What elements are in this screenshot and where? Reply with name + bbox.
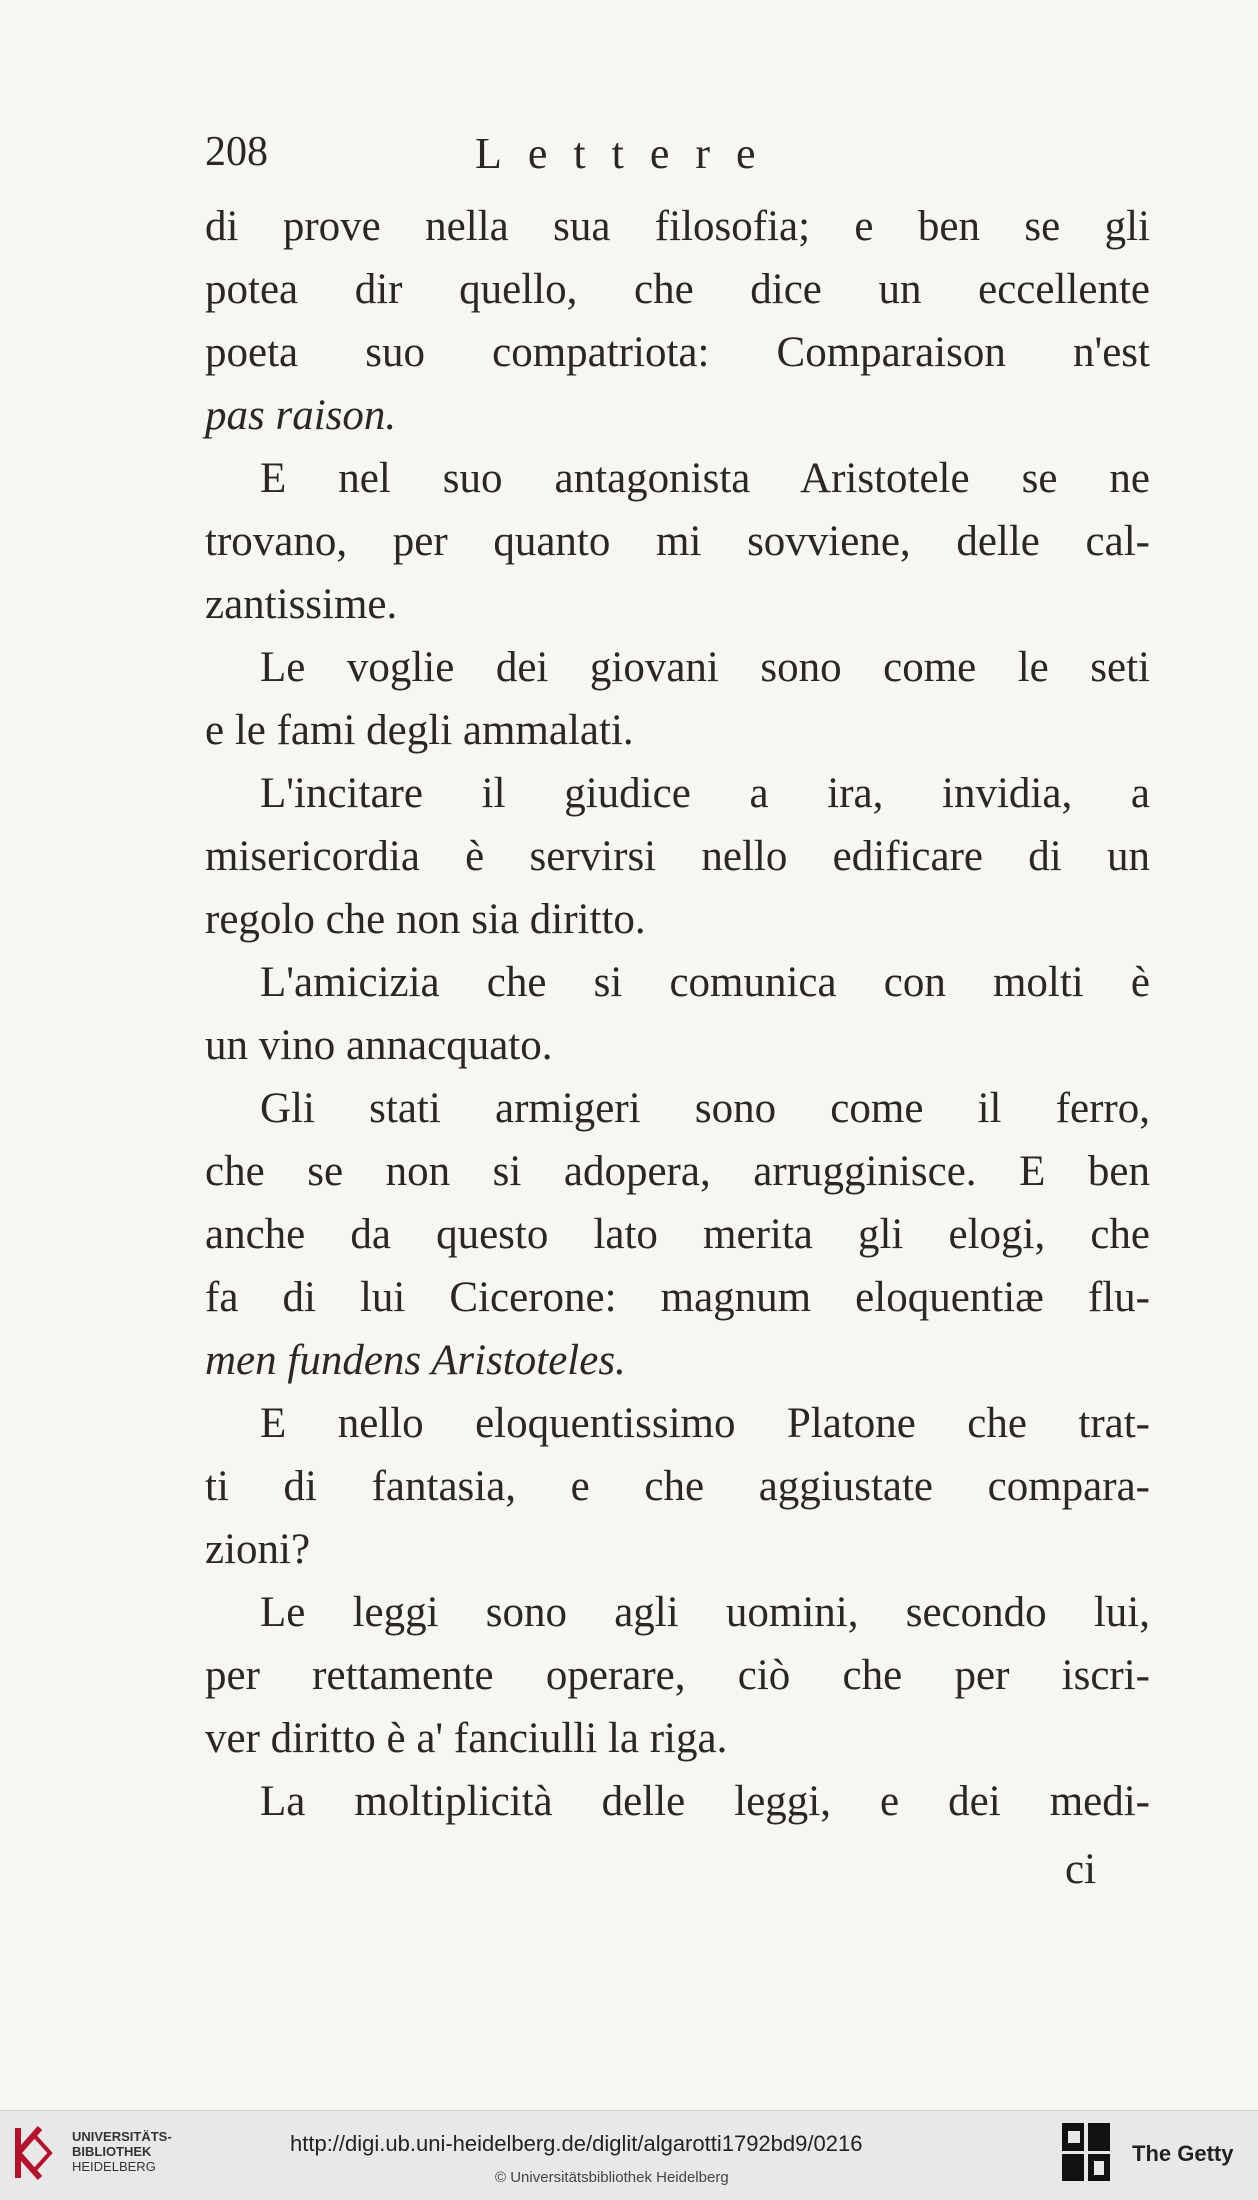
text-line: La moltiplicità delle leggi, e dei medi- — [260, 1778, 1150, 1825]
library-name: UNIVERSITÄTS- BIBLIOTHEK HEIDELBERG — [72, 2129, 172, 2174]
text-line: potea dir quello, che dice un eccellente — [205, 266, 1150, 313]
text-line: fa di lui Cicerone: magnum eloquentiæ flu- — [205, 1274, 1150, 1321]
text-line: e le fami degli ammalati. — [205, 707, 634, 754]
text-line: pas raison. — [205, 392, 397, 439]
text-line: che se non si adopera, arrugginisce. E ben — [205, 1148, 1150, 1195]
text-line: L'incitare il giudice a ira, invidia, a — [260, 770, 1150, 817]
catchword: ci — [1065, 1846, 1097, 1893]
text-line: Le voglie dei giovani sono come le seti — [260, 644, 1150, 691]
partner-name: The Getty — [1132, 2141, 1234, 2166]
text-line: men fundens Aristoteles. — [205, 1337, 626, 1384]
text-line: poeta suo compatriota: Comparaison n'est — [205, 329, 1150, 376]
text-line: regolo che non sia diritto. — [205, 896, 646, 943]
text-line: misericordia è servirsi nello edificare di un — [205, 833, 1150, 880]
text-line: E nel suo antagonista Aristotele se ne — [260, 455, 1150, 502]
copyright-notice: © Universitätsbibliothek Heidelberg — [495, 2169, 729, 2186]
text-line: di prove nella sua filosofia; e ben se gli — [205, 203, 1150, 250]
page-number: 208 — [205, 129, 268, 175]
text-line: un vino annacquato. — [205, 1022, 553, 1069]
viewer-footer — [0, 2110, 1258, 2200]
page-header — [205, 128, 1165, 188]
running-title: Lettere — [475, 129, 782, 178]
text-line: per rettamente operare, ciò che per iscri- — [205, 1652, 1150, 1699]
text-line: zioni? — [205, 1526, 311, 1573]
body-text — [205, 195, 1150, 1833]
permalink[interactable]: http://digi.ub.uni-heidelberg.de/diglit/algarotti1792bd9/0216 — [290, 2131, 863, 2156]
text-line: E nello eloquentissimo Platone che trat- — [260, 1400, 1150, 1447]
text-line: Le leggi sono agli uomini, secondo lui, — [260, 1589, 1150, 1636]
text-line: ver diritto è a' fanciulli la riga. — [205, 1715, 728, 1762]
getty-logo-icon — [1060, 2121, 1112, 2183]
text-line: Gli stati armigeri sono come il ferro, — [260, 1085, 1150, 1132]
university-library-logo-icon — [10, 2123, 60, 2183]
text-line: L'amicizia che si comunica con molti è — [260, 959, 1150, 1006]
text-line: trovano, per quanto mi sovviene, delle cal- — [205, 518, 1150, 565]
text-line: ti di fantasia, e che aggiustate compara- — [205, 1463, 1150, 1510]
text-line: anche da questo lato merita gli elogi, che — [205, 1211, 1150, 1258]
text-line: zantissime. — [205, 581, 398, 628]
